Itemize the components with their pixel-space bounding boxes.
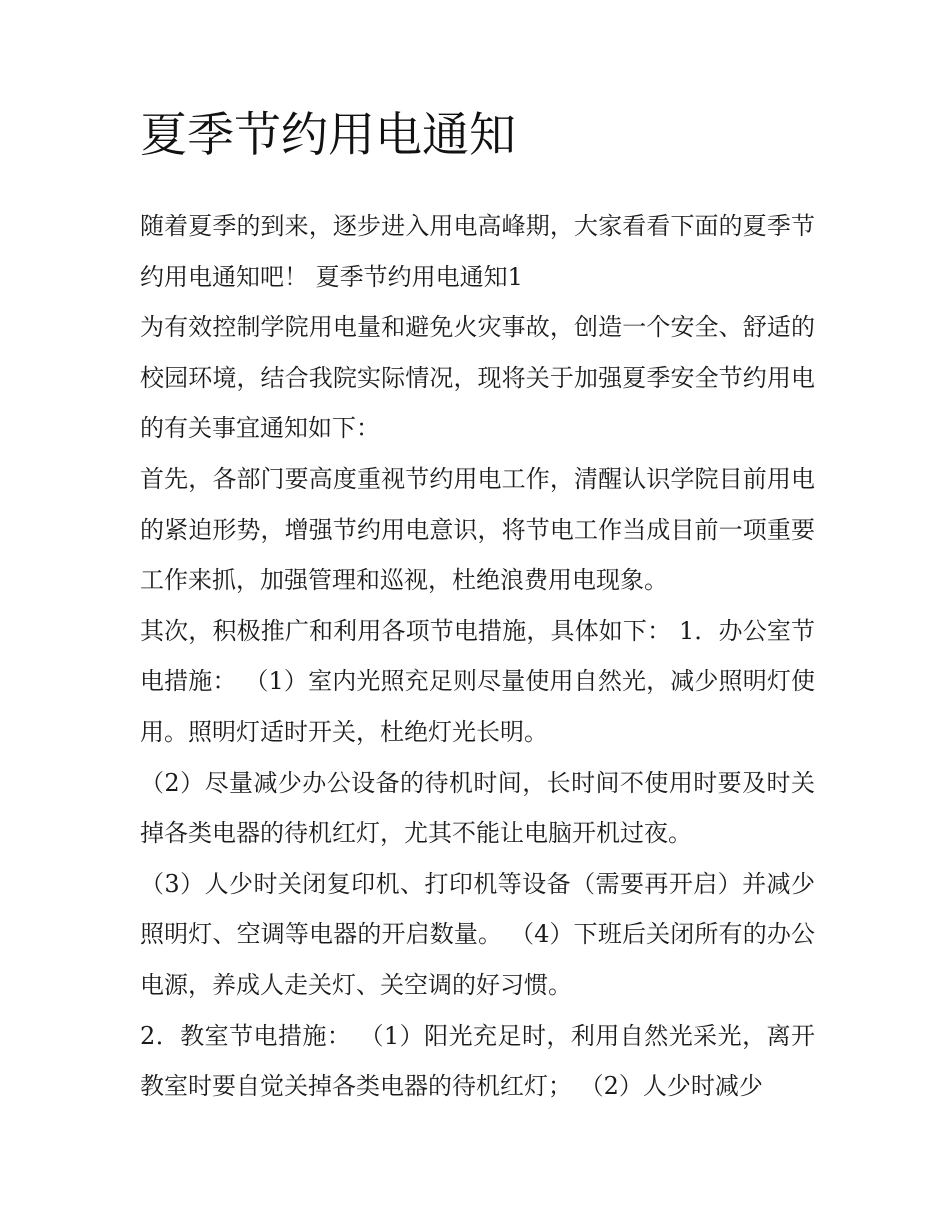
document-body (140, 201, 815, 1112)
paragraph: 其次，积极推广和利用各项节电措施，具体如下： 1．办公室节电措施： （1）室内光照充足则尽量使用自然光，减少照明灯使用。照明灯适时开关，杜绝灯光长明。 (140, 616, 815, 746)
paragraph: 首先，各部门要高度重视节约用电工作，清醒认识学院目前用电的紧迫形势，增强节约用电意识，将节电工作当成目前一项重要工作来抓，加强管理和巡视，杜绝浪费用电现象。 (140, 464, 815, 595)
paragraph: （3）人少时关闭复印机、打印机等设备（需要再开启）并减少照明灯、空调等电器的开启数量。 （4）下班后关闭所有的办公电源，养成人走关灯、关空调的好习惯。 (140, 869, 815, 999)
paragraph: （2）尽量减少办公设备的待机时间，长时间不使用时要及时关掉各类电器的待机红灯，尤其不能让电脑开机过夜。 (140, 768, 815, 848)
document-title: 夏季节约用电通知 (140, 108, 516, 163)
document-page (140, 108, 815, 1101)
paragraph: 为有效控制学院用电量和避免火灾事故，创造一个安全、舒适的校园环境，结合我院实际情况，现将关于加强夏季安全节约用电的有关事宜通知如下： (140, 313, 815, 443)
paragraph: 2．教室节电措施： （1）阳光充足时，利用自然光采光，离开教室时要自觉关掉各类电器的待机红灯； （2）人少时减少 (140, 1021, 815, 1101)
paragraph: 随着夏季的到来，逐步进入用电高峰期，大家看看下面的夏季节约用电通知吧！ 夏季节约用电通知1 (140, 212, 815, 291)
